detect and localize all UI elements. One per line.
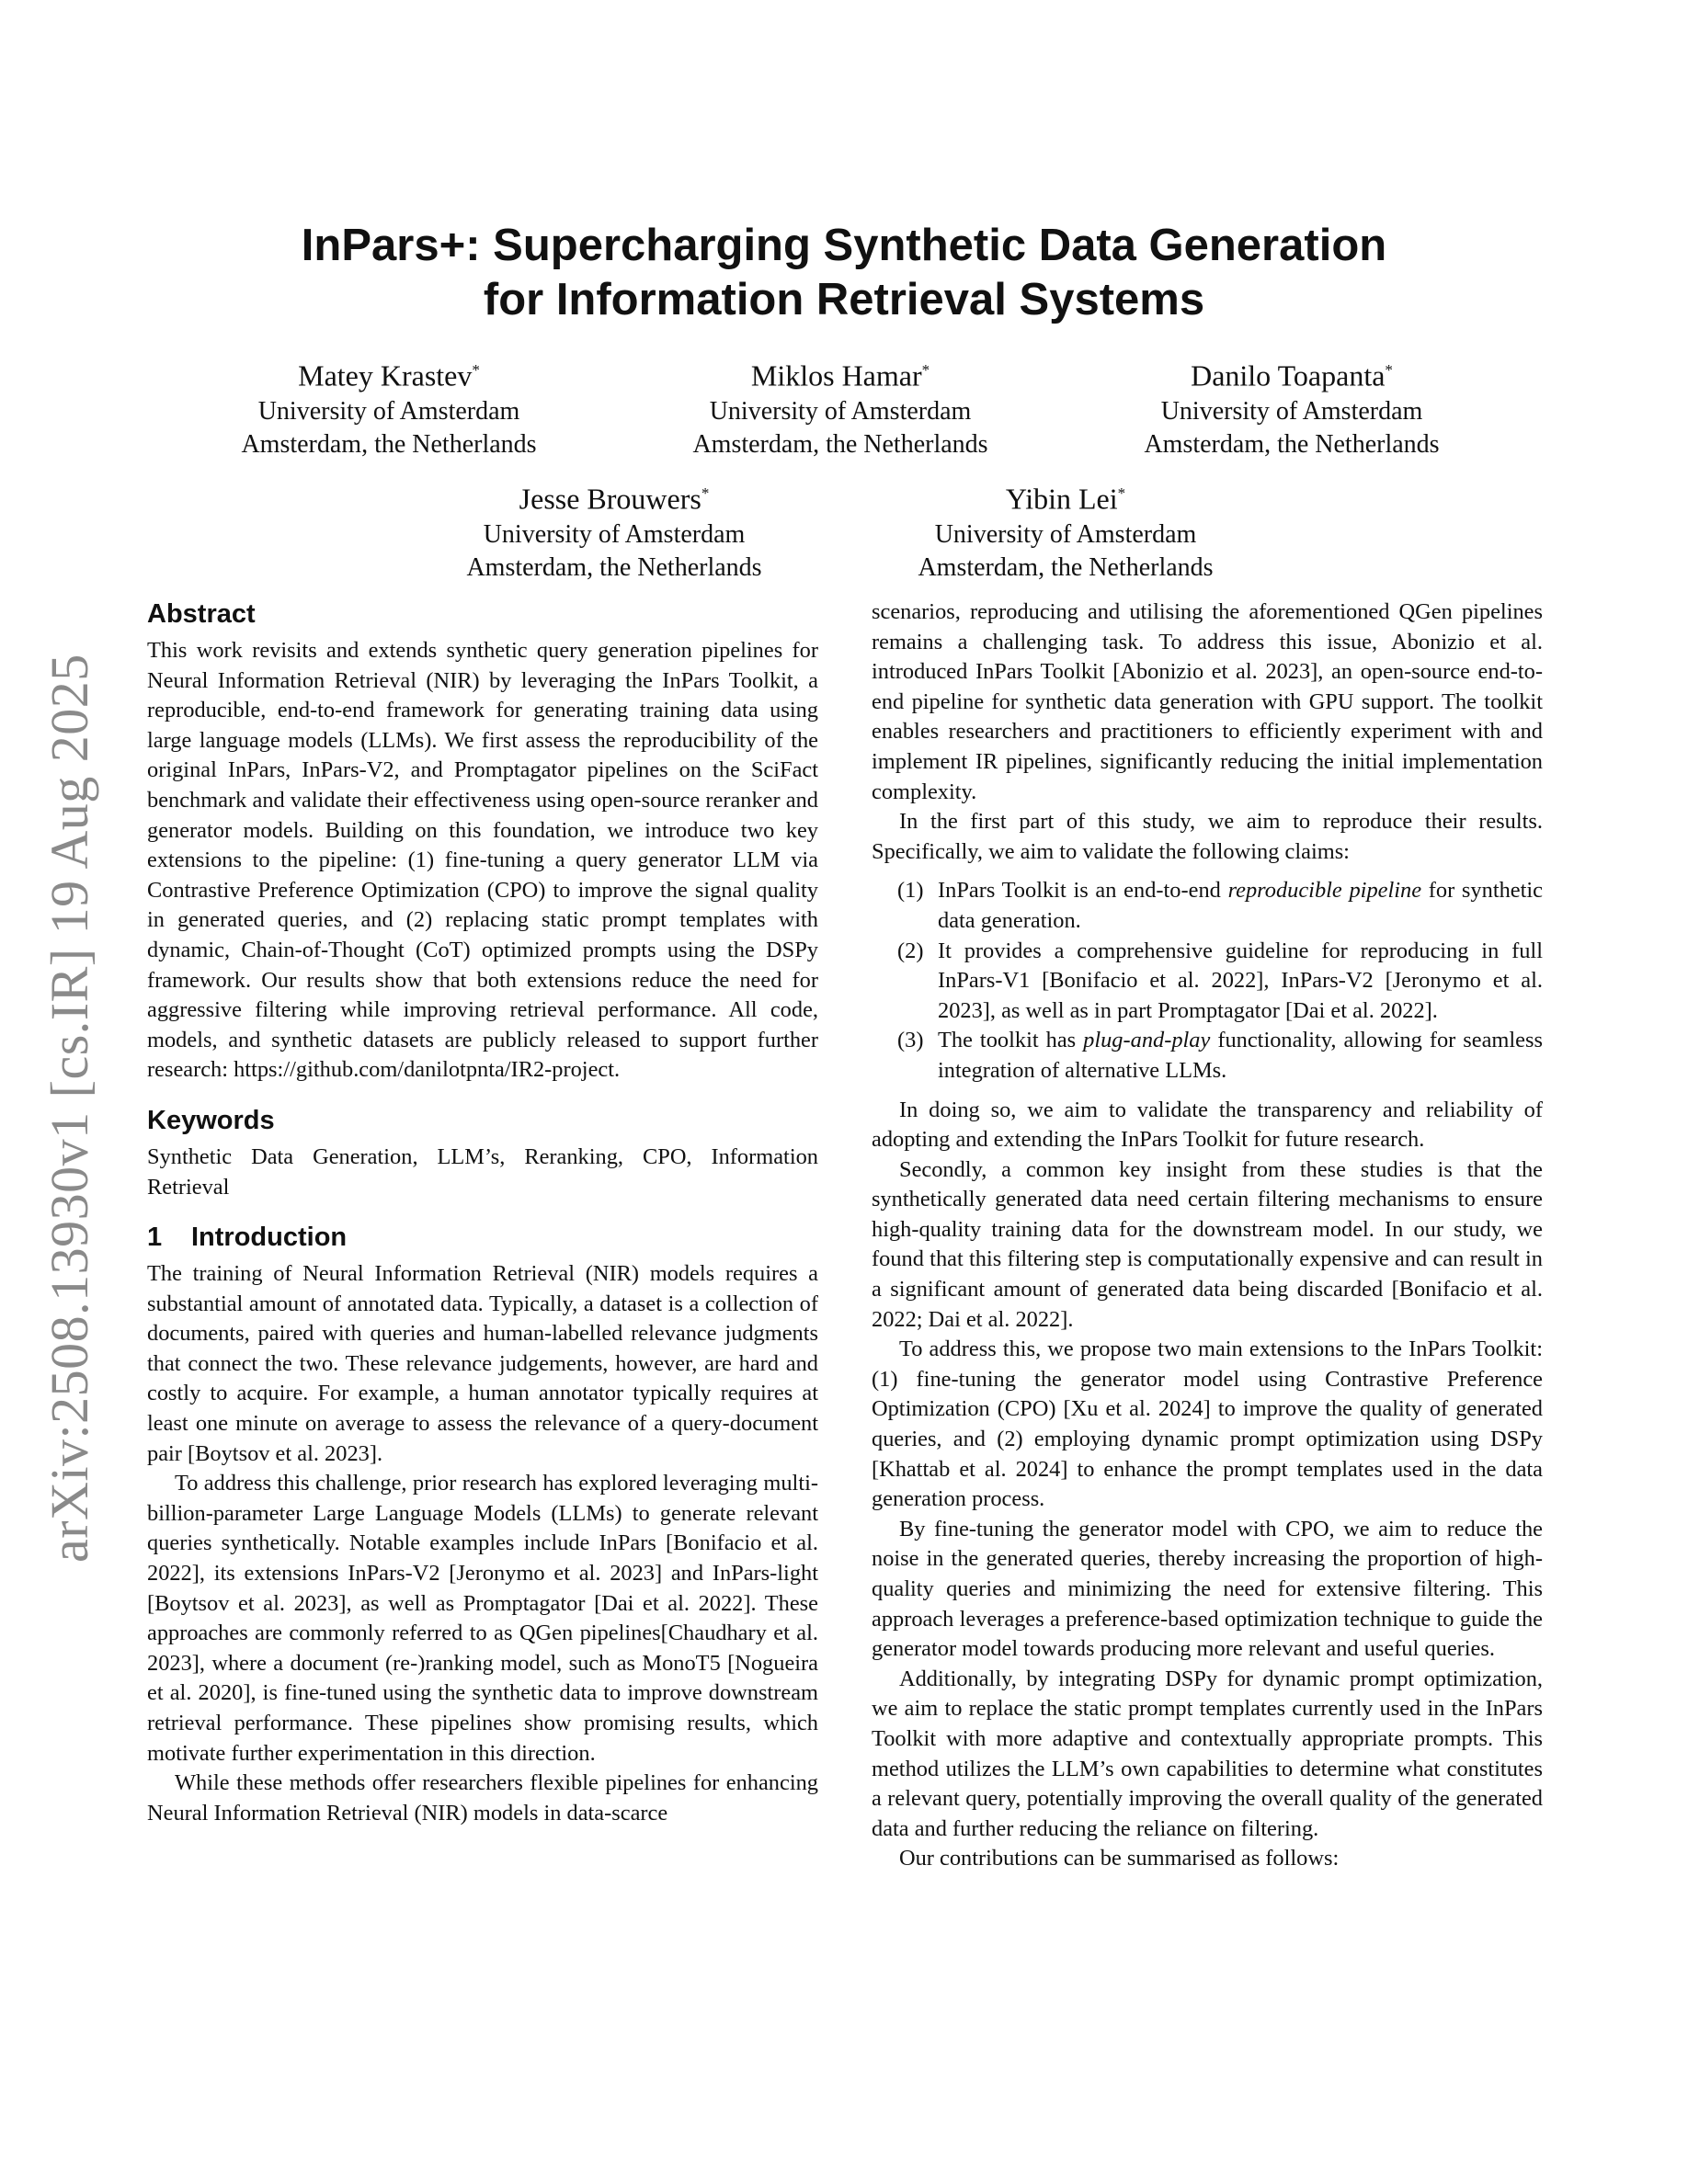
author-block <box>1089 351 1494 461</box>
arxiv-side-stamp: arXiv:2508.13930v1 [cs.IR] 19 Aug 2025 <box>40 654 99 1563</box>
abstract-heading: Abstract <box>147 599 256 629</box>
author-block <box>187 351 591 461</box>
author-name: Matey Krastev <box>298 358 473 392</box>
body-paragraph: To address this, we propose two main extensions to the InPars Toolkit: (1) fine-tuning the generator model using Contrastive Preference Optimization (CPO) [Xu et al. 2024] to improve the quality of generated queries, and (2) employing dynamic prompt optimization using DSPy [Khattab et al. 2024] to enhance the prompt templates used in the data generation process. <box>872 1337 1543 1512</box>
author-mark: * <box>472 361 480 379</box>
claim-text: It provides a comprehensive guideline for reproducing in full InPars-V1 [Bonifacio et al. 2022], InPars-V2 [Jeronymo et al. 2023], as well as in part Promptagator [Dai et al. 2022]. <box>938 938 1543 1023</box>
body-paragraph: By fine-tuning the generator model with CPO, we aim to reduce the noise in the generated queries, thereby increasing the proportion of high-quality queries and minimizing the need for extensive filtering. This approach leverages a preference-based optimization technique to guide the generator model towards producing more relevant and useful queries. <box>872 1516 1543 1662</box>
claim-text: functionality, allowing for seamless integration of alternative LLMs. <box>938 1028 1543 1083</box>
claim-item <box>872 876 1543 936</box>
author-mark: * <box>701 484 710 502</box>
right-column <box>872 597 1543 1874</box>
section-title: Introduction <box>191 1223 348 1253</box>
author-block <box>412 474 816 585</box>
claim-emphasis: reproducible pipeline <box>1227 878 1422 904</box>
body-paragraph: In the first part of this study, we aim to reproduce their results. Specifically, we aim to validate the following claims: <box>872 809 1543 864</box>
keywords-heading: Keywords <box>147 1105 275 1135</box>
title-line-1: InPars+: Supercharging Synthetic Data Generation <box>301 221 1387 270</box>
claim-label: (3) <box>897 1028 924 1053</box>
author-location: Amsterdam, the Netherlands <box>1144 429 1440 459</box>
body-paragraph: Secondly, a common key insight from these studies is that the synthetically generated data need certain filtering mechanisms to ensure high-quality training data for the downstream model. In our study, we found that this filtering step is computationally expensive and can result in a significant amount of generated data being discarded [Bonifacio et al. 2022; Dai et al. 2022]. <box>872 1156 1543 1332</box>
body-paragraph: Additionally, by integrating DSPy for dynamic prompt optimization, we aim to replace the static prompt templates currently used in the InPars Toolkit with more adaptive and contextually appropriate prompts. This method utilizes the LLM’s own capabilities to determine what constitutes a relevant query, potentially improving the overall quality of the generated data and further reducing the reliance on filtering. <box>872 1666 1543 1841</box>
author-affiliation: University of Amsterdam <box>934 519 1197 549</box>
abstract-text: This work revisits and extends synthetic query generation pipelines for Neural Information Retrieval (NIR) by leveraging the InPars Toolkit, a reproducible, end-to-end framework for generating training data using large language models (LLMs). We first assess the reproducibility of the original InPars, InPars-V2, and Promptagator pipelines on the SciFact benchmark and validate their effectiveness using open-source reranker and generator models. Building on this foundation, we introduce two key extensions to the pipeline: (1) fine-tuning a query generator LLM via Contrastive Preference Optimization (CPO) to improve the signal quality in generated queries, and (2) replacing static prompt templates with dynamic, Chain-of-Thought (CoT) optimized prompts using the DSPy framework. Our results show that both extensions reduce the need for aggressive filtering while improving retrieval performance. All code, models, and synthetic datasets are publicly released to support further research: https://github.com/danilotpnta/IR2-project. <box>147 638 818 1083</box>
claim-text: for synthetic data generation. <box>938 878 1543 933</box>
author-location: Amsterdam, the Netherlands <box>241 429 537 459</box>
body-paragraph: In doing so, we aim to validate the transparency and reliability of adopting and extending the InPars Toolkit for future research. <box>872 1097 1543 1153</box>
author-location: Amsterdam, the Netherlands <box>692 429 988 459</box>
paper-title <box>138 219 1550 327</box>
author-location: Amsterdam, the Netherlands <box>466 552 762 582</box>
introduction-heading <box>147 1221 818 1254</box>
claim-item <box>872 937 1543 1027</box>
claim-text: InPars Toolkit is an end-to-end <box>938 878 1228 904</box>
author-name: Jesse Brouwers <box>519 482 701 516</box>
author-name: Miklos Hamar <box>750 358 922 392</box>
author-mark: * <box>1117 484 1126 502</box>
claim-label: (2) <box>897 938 924 963</box>
intro-paragraph: To address this challenge, prior research has explored leveraging multi-billion-parameter Large Language Models (LLMs) to generate relevant queries synthetically. Notable examples include InPars [Bonifacio et al. 2022], its extensions InPars-V2 [Jeronymo et al. 2023] and InPars-light [Boytsov et al. 2023], as well as Promptagator [Dai et al. 2022]. These approaches are commonly referred to as QGen pipelines[Chaudhary et al. 2023], where a document (re-)ranking model, such as MonoT5 [Nogueira et al. 2020], is fine-tuned using the synthetic data to improve downstream retrieval performance. These pipelines show promising results, which motivate further experimentation in this direction. <box>147 1471 818 1766</box>
author-affiliation: University of Amsterdam <box>257 396 520 426</box>
claim-text: The toolkit has <box>938 1028 1084 1053</box>
body-paragraph: Our contributions can be summarised as follows: <box>899 1846 1340 1871</box>
left-column <box>147 597 818 1828</box>
author-location: Amsterdam, the Netherlands <box>918 552 1214 582</box>
keywords-text: Synthetic Data Generation, LLM’s, Reranking, CPO, Information Retrieval <box>147 1143 818 1200</box>
title-line-2: for Information Retrieval Systems <box>483 275 1205 324</box>
claim-emphasis: plug-and-play <box>1083 1028 1211 1053</box>
intro-paragraph: While these methods offer researchers flexible pipelines for enhancing Neural Information Retrieval (NIR) models in data-scarce <box>147 1770 818 1826</box>
author-block <box>638 351 1043 461</box>
author-affiliation: University of Amsterdam <box>483 519 746 549</box>
body-paragraph: scenarios, reproducing and utilising the aforementioned QGen pipelines remains a challenging task. To address this issue, Abonizio et al. introduced InPars Toolkit [Abonizio et al. 2023], an open-source end-to-end pipeline for synthetic data generation with GPU support. The toolkit enables researchers and practitioners to efficiently experiment with and implement IR pipelines, significantly reducing the initial implementation complexity. <box>872 599 1543 804</box>
author-affiliation: University of Amsterdam <box>709 396 972 426</box>
intro-paragraph: The training of Neural Information Retrieval (NIR) models requires a substantial amount of annotated data. Typically, a dataset is a collection of documents, paired with queries and human-labelled relevance judgments that connect the two. These relevance judgements, however, are hard and costly to acquire. For example, a human annotator typically requires at least one minute on average to assess the relevance of a query-document pair [Boytsov et al. 2023]. <box>147 1261 818 1466</box>
author-mark: * <box>1385 361 1393 379</box>
claims-list <box>872 876 1543 1086</box>
author-name: Yibin Lei <box>1005 482 1118 516</box>
author-mark: * <box>921 361 930 379</box>
claim-label: (1) <box>897 878 924 904</box>
author-name: Danilo Toapanta <box>1191 358 1386 392</box>
author-block <box>863 474 1268 585</box>
claim-item <box>872 1026 1543 1086</box>
author-affiliation: University of Amsterdam <box>1160 396 1423 426</box>
section-number: 1 <box>147 1223 163 1253</box>
